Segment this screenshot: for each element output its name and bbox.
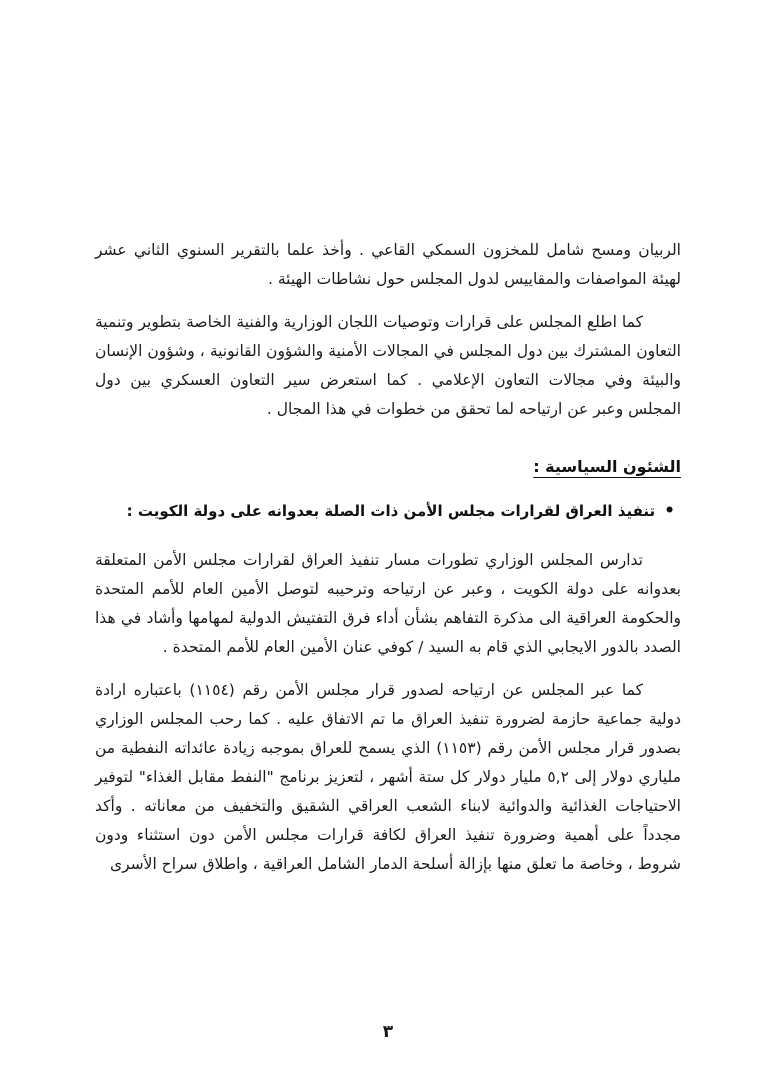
bullet-heading-text: تنفيذ العراق لقرارات مجلس الأمن ذات الصلة بعدوانه على دولة الكويت : (126, 502, 656, 520)
paragraph-fisheries-continuation: الربيان ومسح شامل للمخزون السمكي القاعي . وأخذ علما بالتقرير السنوي الثاني عشر لهيئة المواصفات والمقاييس لدول المجلس حول نشاطات الهيئة . (95, 241, 681, 288)
page-content (95, 236, 681, 893)
paragraph-un-memorandum: تدارس المجلس الوزاري تطورات مسار تنفيذ العراق لقرارات مجلس الأمن المتعلقة بعدوانه على دولة الكويت ، وعبر عن ارتياحه وترحيبه لتوصل الأمين العام للأمم المتحدة والحكومة العراقية الى مذكرة التفاهم بشأن أداء فرق التفتيش الدولية لمهامها وأشاد في هذا الصدد بالدور الايجابي الذي قام به السيد / كوفي عنان الأمين العام للأمم المتحدة . (95, 551, 681, 656)
section-heading-wrapper (95, 438, 681, 497)
bullet-icon: • (664, 501, 675, 521)
paragraph-council-cooperation: كما اطلع المجلس على قرارات وتوصيات اللجان الوزارية والفنية الخاصة بتطوير وتنمية التعاون المشترك بين دول المجلس في المجالات الأمنية والشؤون القانونية ، وشؤون الإنسان والبيئة وفي مجالات التعاون الإعلامي . كما استعرض سير التعاون العسكري بين دول المجلس وعبر عن ارتياحه لما تحقق من خطوات في هذا المجال . (95, 313, 681, 418)
paragraph-resolutions-1154-1153: كما عبر المجلس عن ارتياحه لصدور قرار مجلس الأمن رقم (١١٥٤) باعتباره ارادة دولية جماعية حازمة لضرورة تنفيذ العراق ما تم الاتفاق عليه . كما رحب المجلس الوزاري بصدور قرار مجلس الأمن رقم (١١٥٣) الذي يسمح للعراق بموجبه زيادة عائداته النفطية من ملياري دولار إلى ٥,٢ مليار دولار كل ستة أشهر ، لتعزيز برنامج "النفط مقابل الغذاء" لتوفير الاحتياجات الغذائية والدوائية لابناء الشعب العراقي الشقيق والتخفيف من معاناته . وأكد مجدداً على أهمية وضرورة تنفيذ العراق لكافة قرارات مجلس الأمن دون استثناء ودون شروط ، وخاصة ما تعلق منها بإزالة أسلحة الدمار الشامل العراقية ، واطلاق سراح الأسرى (95, 681, 681, 873)
page-number: ٣ (382, 1022, 394, 1042)
bullet-item-iraq-resolutions (95, 497, 675, 526)
section-heading-political-affairs: الشئون السياسية : (533, 457, 681, 476)
